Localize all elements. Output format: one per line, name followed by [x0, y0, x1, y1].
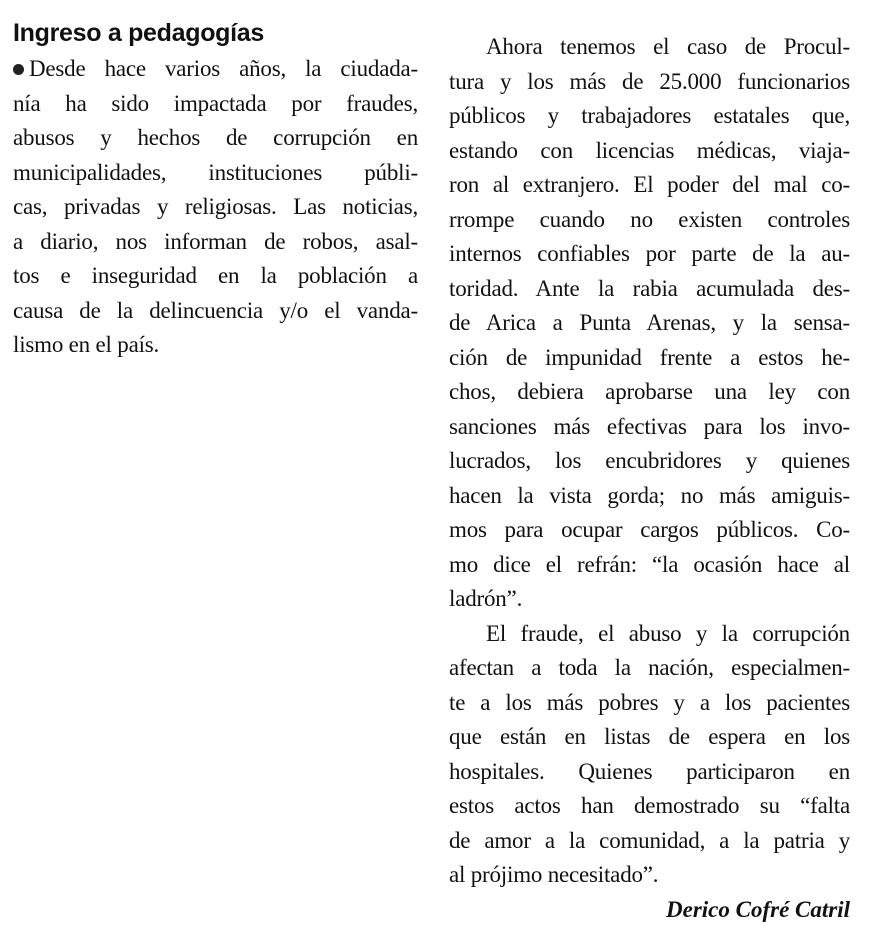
text-line: te a los más pobres y a los pacientes — [449, 689, 850, 715]
text-line: ladrón”. — [449, 586, 523, 611]
text-line: Ahora tenemos el caso de Procul- — [486, 34, 850, 59]
text-line: lucrados, los encubridores y quienes — [449, 448, 850, 473]
text-line: hacen la vista gorda; no más amiguis- — [449, 482, 850, 508]
text-line: abusos y hechos de corrupción en — [13, 125, 418, 150]
text-line: Desde hace varios años, la ciudada- — [29, 56, 418, 81]
text-line: públicos y trabajadores estatales que, — [449, 103, 850, 128]
text-line: hospitales. Quienes participaron en — [449, 758, 850, 784]
text-line: municipalidades, instituciones públi- — [13, 159, 418, 185]
author-signature: Derico Cofré Catril — [666, 897, 850, 922]
text-line: mos para ocupar cargos públicos. Co- — [449, 517, 850, 542]
text-line: toridad. Ante la rabia acumulada des- — [449, 275, 850, 301]
text-line: nía ha sido impactada por fraudes, — [13, 90, 418, 116]
text-line: de amor a la comunidad, a la patria y — [449, 827, 850, 853]
text-line: tura y los más de 25.000 funcionarios — [449, 68, 850, 94]
text-line: cas, privadas y religiosas. Las noticias, — [13, 194, 418, 219]
paragraph-1 — [449, 30, 850, 617]
text-line: rrompe cuando no existen controles — [449, 206, 850, 232]
text-line: ción de impunidad frente a estos he- — [449, 344, 850, 370]
first-line — [13, 52, 418, 87]
left-column — [13, 14, 418, 363]
text-line: El fraude, el abuso y la corrupción — [486, 620, 850, 646]
right-column — [449, 30, 850, 893]
text-line: mo dice el refrán: “la ocasión hace al — [449, 551, 850, 577]
text-line: afectan a toda la nación, especialmen- — [449, 655, 850, 680]
paragraph-2 — [449, 617, 850, 893]
text-line: causa de la delincuencia y/o el vanda- — [13, 297, 418, 323]
text-line: de Arica a Punta Arenas, y la sensa- — [449, 310, 850, 335]
text-line: estando con licencias médicas, viaja- — [449, 137, 850, 163]
text-line: sanciones más efectivas para los invo- — [449, 413, 850, 439]
bullet-icon — [13, 64, 24, 75]
text-line: internos confiables por parte de la au- — [449, 241, 850, 266]
headline: Ingreso a pedagogías — [13, 19, 265, 47]
text-line: chos, debiera aprobarse una ley con — [449, 379, 850, 404]
text-line: al prójimo necesitado”. — [449, 862, 659, 887]
text-line: que están en listas de espera en los — [449, 724, 850, 749]
left-paragraph — [13, 52, 418, 363]
text-line: a diario, nos informan de robos, asal- — [13, 228, 418, 254]
text-line: ron al extranjero. El poder del mal co- — [449, 172, 850, 197]
text-line: estos actos han demostrado su “falta — [449, 793, 850, 818]
text-line: tos e inseguridad en la población a — [13, 263, 418, 288]
text-line: lismo en el país. — [13, 332, 160, 357]
